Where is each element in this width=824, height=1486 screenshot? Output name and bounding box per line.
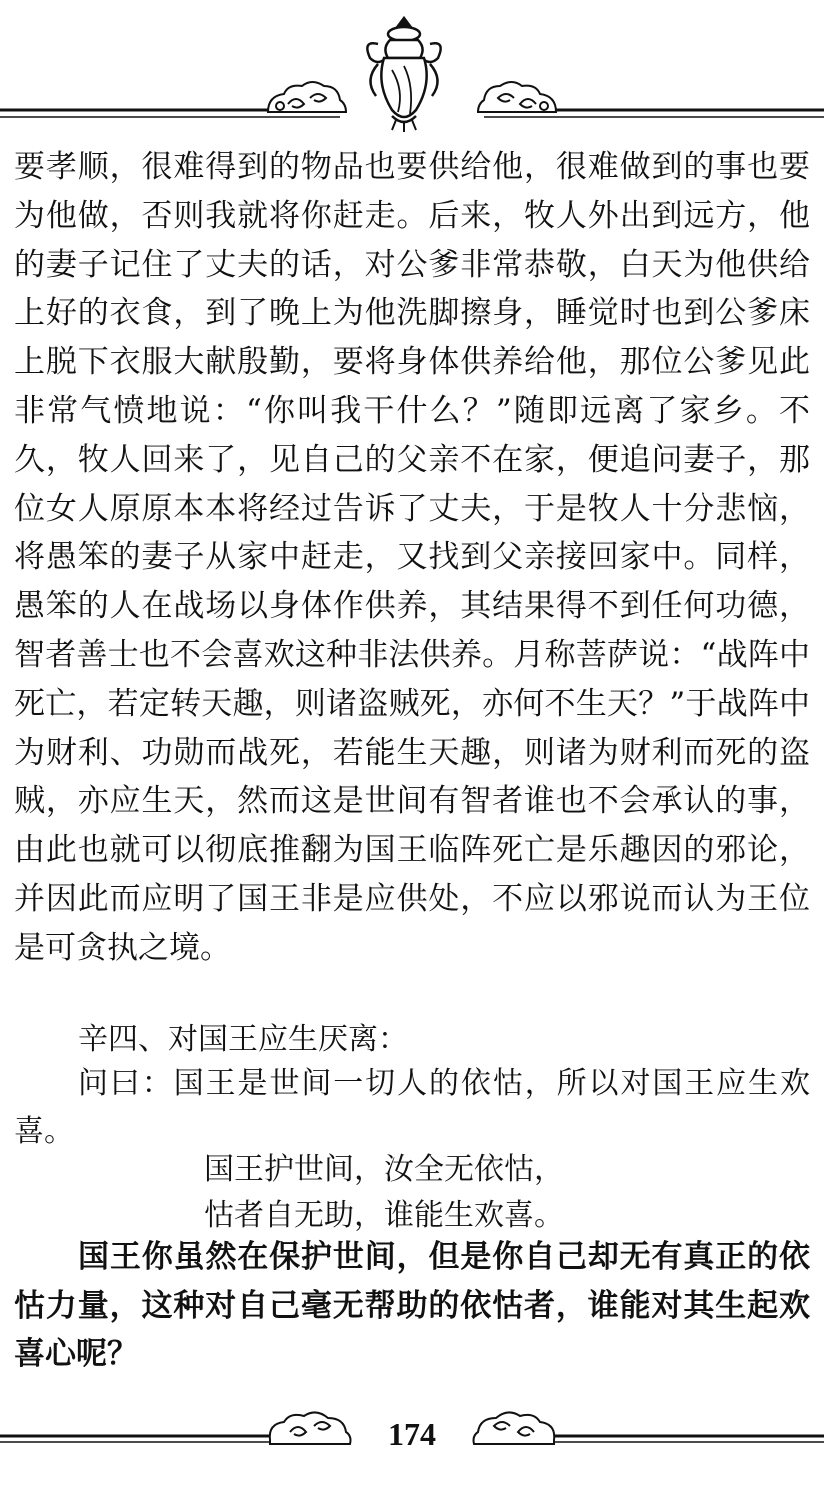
body-paragraph: 要孝顺，很难得到的物品也要供给他，很难做到的事也要为他做，否则我就将你赶走。后来，牧人外出到远方，他的妻子记住了丈夫的话，对公爹非常恭敬，白天为他供给上好的衣食，到了晚上为他洗脚擦身，睡觉时也到公爹床上脱下衣服大献殷勤，要将身体供养给他，那位公爹见此非常气愤地说：“你叫我干什么？”随即远离了家乡。不久，牧人回来了，见自己的父亲不在家，便追问妻子，那位女人原原本本将经过告诉了丈夫，于是牧人十分悲恼，将愚笨的妻子从家中赶走，又找到父亲接回家中。同样，愚笨的人在战场以身体作供养，其结果得不到任何功德，智者善士也不会喜欢这种非法供养。月称菩萨说：“战阵中死亡，若定转天趣，则诸盗贼死，亦何不生天？”于战阵中为财利、功勋而战死，若能生天趣，则诸为财利而死的盗贼，亦应生天，然而这是世间有智者谁也不会承认的事，由此也就可以彻底推翻为国王临阵死亡是乐趣因的邪论，并因此而应明了国王非是应供处，不应以邪说而认为王位是可贪执之境。 xyxy=(14,149,810,966)
header-ornament xyxy=(0,0,824,135)
cloud-right-icon xyxy=(478,82,556,112)
cloud-left-icon xyxy=(268,82,346,112)
verse-line-1: 国王护世间，汝全无依怙， xyxy=(204,1152,564,1187)
cloud-scroll-left-icon xyxy=(270,1412,351,1444)
commentary-paragraph: 国王你虽然在保护世间，但是你自己却无有真正的依怙力量，这种对自己毫无帮助的依怙者，谁能对其生起欢喜心呢？ xyxy=(14,1239,810,1372)
verse xyxy=(14,1147,824,1239)
body-text xyxy=(14,143,810,973)
conch-shell-icon xyxy=(367,18,440,132)
verse-line-2: 怙者自无助，谁能生欢喜。 xyxy=(204,1198,564,1233)
question-paragraph: 问曰：国王是世间一切人的依怙，所以对国王应生欢喜。 xyxy=(14,1066,810,1149)
cloud-scroll-right-icon xyxy=(474,1412,555,1444)
section-heading: 辛四、对国王应生厌离： xyxy=(78,1022,408,1057)
page-number: 174 xyxy=(388,1416,436,1452)
